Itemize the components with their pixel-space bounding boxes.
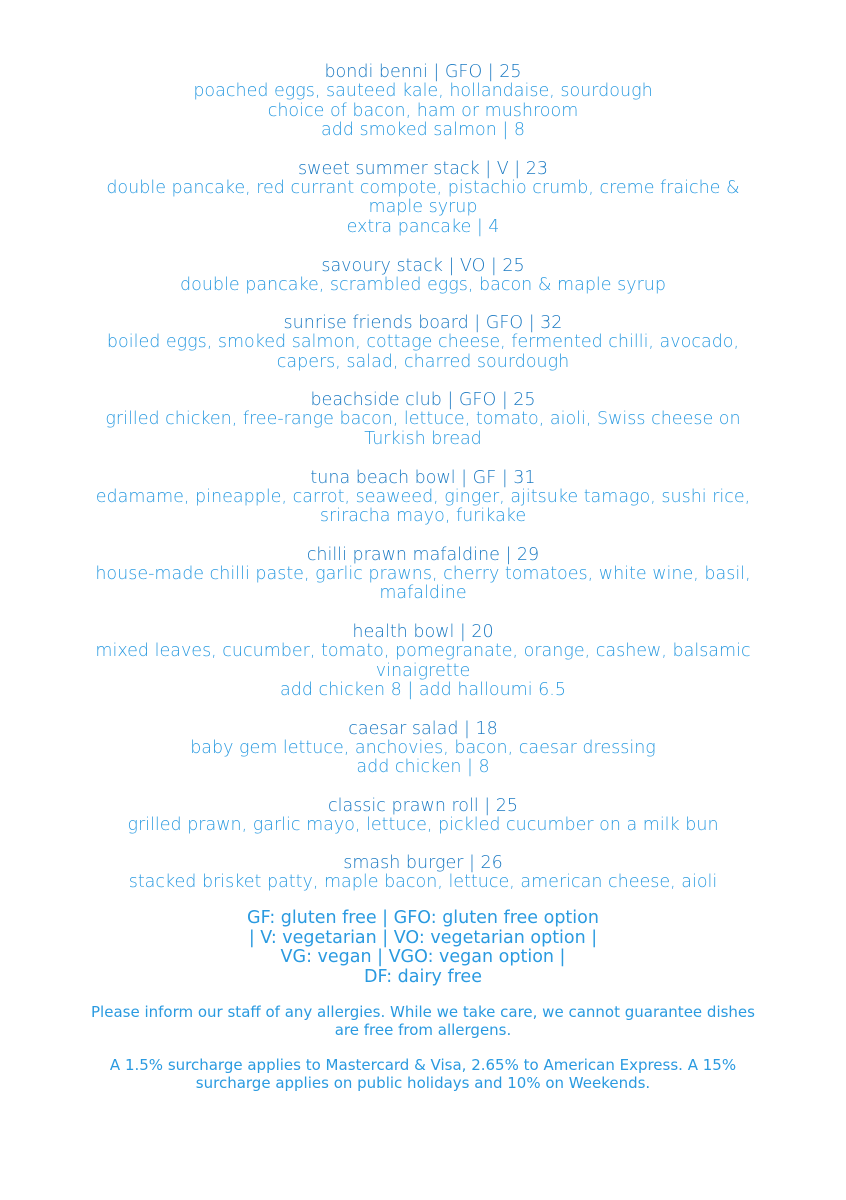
item-description: grilled chicken, free-range bacon, lettuce, tomato, aioli, Swiss cheese on [105, 409, 741, 430]
legend-line: | V: vegetarian | VO: vegetarian option | [248, 927, 598, 948]
menu [0, 62, 846, 1092]
item-title: bondi benni | GFO | 25 [324, 62, 522, 82]
menu-item-sweet-summer-stack [83, 159, 763, 238]
item-title: health bowl | 20 [352, 621, 494, 642]
menu-item-health-bowl [83, 622, 763, 701]
item-description: double pancake, scrambled eggs, bacon & maple syrup [180, 274, 666, 295]
dietary-legend [223, 909, 623, 987]
item-description: choice of bacon, ham or mushroom [267, 100, 579, 121]
item-description: vinaigrette [375, 660, 471, 681]
item-description: baby gem lettuce, anchovies, bacon, caesar dressing [190, 737, 656, 758]
legend-line: DF: dairy free [364, 966, 482, 987]
item-description: mafaldine [379, 583, 467, 604]
item-title: beachside club | GFO | 25 [310, 390, 536, 411]
menu-item-chilli-prawn-mafaldine [83, 545, 763, 604]
item-description: stacked brisket patty, maple bacon, lettuce, american cheese, aioli [128, 872, 718, 893]
item-title: caesar salad | 18 [348, 718, 498, 739]
item-description: poached eggs, sauteed kale, hollandaise, sourdough [193, 81, 653, 101]
item-title: smash burger | 26 [343, 853, 503, 874]
menu-item-smash-burger [83, 853, 763, 893]
item-description: capers, salad, charred sourdough [276, 351, 570, 372]
item-title: classic prawn roll | 25 [327, 795, 518, 816]
item-description: sriracha mayo, furikake [319, 506, 527, 527]
item-title: sunrise friends board | GFO | 32 [283, 313, 563, 334]
item-title: savoury stack | VO | 25 [321, 255, 525, 276]
menu-item-classic-prawn-roll [83, 796, 763, 836]
menu-item-caesar-salad [83, 719, 763, 778]
item-title: chilli prawn mafaldine | 29 [306, 544, 540, 565]
item-description: edamame, pineapple, carrot, seaweed, ginger, ajitsuke tamago, sushi rice, [95, 486, 751, 507]
item-description: maple syrup [368, 197, 478, 218]
allergy-notice [63, 1003, 783, 1039]
item-description: add smoked salmon | 8 [320, 120, 526, 141]
menu-item-sunrise-friends-board [83, 313, 763, 372]
item-description: extra pancake | 4 [346, 216, 500, 237]
note-line: are free from allergens. [334, 1021, 512, 1040]
item-title: tuna beach bowl | GF | 31 [310, 467, 536, 488]
item-description: boiled eggs, smoked salmon, cottage cheese, fermented chilli, avocado, [106, 332, 740, 353]
menu-item-tuna-beach-bowl [83, 468, 763, 527]
surcharge-notice [63, 1056, 783, 1092]
item-description: grilled prawn, garlic mayo, lettuce, pickled cucumber on a milk bun [127, 814, 719, 835]
item-title: sweet summer stack | V | 23 [298, 158, 548, 179]
item-description: add chicken 8 | add halloumi 6.5 [280, 680, 566, 701]
item-description: Turkish bread [364, 428, 482, 449]
item-description: add chicken | 8 [356, 757, 490, 778]
legend-line: GF: gluten free | GFO: gluten free option [247, 908, 599, 929]
menu-item-savoury-stack [83, 256, 763, 296]
note-line: Please inform our staff of any allergies. While we take care, we cannot guarantee dishes [91, 1003, 755, 1022]
menu-item-bondi-benni [83, 62, 763, 141]
legend-line: VG: vegan | VGO: vegan option | [280, 947, 566, 968]
item-description: double pancake, red currant compote, pistachio crumb, creme fraiche & [106, 177, 740, 198]
item-description: house-made chilli paste, garlic prawns, cherry tomatoes, white wine, basil, [95, 563, 751, 584]
note-line: surcharge applies on public holidays and 10% on Weekends. [195, 1074, 651, 1093]
menu-item-beachside-club [83, 390, 763, 449]
item-description: mixed leaves, cucumber, tomato, pomegranate, orange, cashew, balsamic [95, 640, 751, 661]
note-line: A 1.5% surcharge applies to Mastercard & Visa, 2.65% to American Express. A 15% [109, 1056, 737, 1075]
